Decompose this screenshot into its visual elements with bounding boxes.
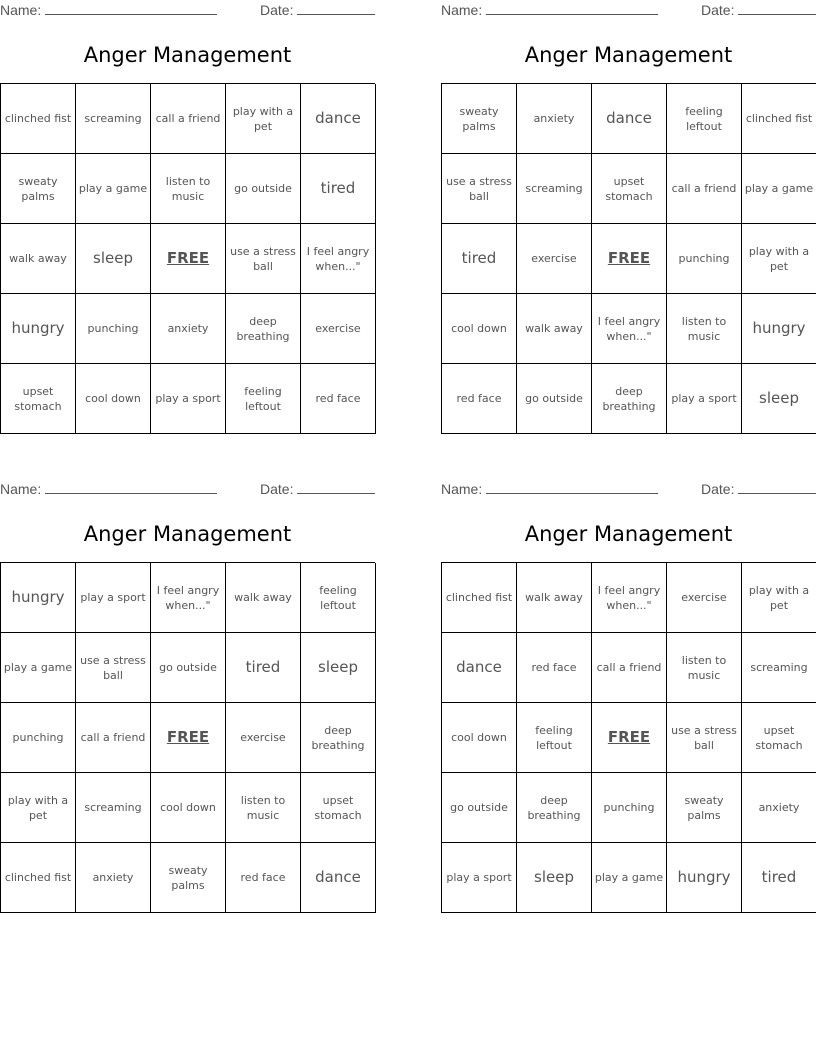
name-field[interactable] (441, 481, 658, 497)
date-label: Date: (701, 481, 735, 497)
bingo-cell: screaming (76, 84, 151, 154)
bingo-cell: exercise (226, 703, 301, 773)
bingo-cell: cool down (442, 294, 517, 364)
bingo-cell: sweaty palms (151, 843, 226, 913)
bingo-cell: listen to music (667, 294, 742, 364)
name-field[interactable] (0, 2, 217, 18)
bingo-cell: screaming (742, 633, 816, 703)
bingo-cell: screaming (517, 154, 592, 224)
card-title: Anger Management (524, 43, 733, 67)
bingo-cell: red face (517, 633, 592, 703)
date-label: Date: (260, 2, 294, 18)
bingo-cell: red face (226, 843, 301, 913)
name-field[interactable] (441, 2, 658, 18)
bingo-cell: feeling leftout (517, 703, 592, 773)
bingo-cell: play a game (76, 154, 151, 224)
bingo-card-3 (0, 479, 375, 915)
bingo-cell: listen to music (226, 773, 301, 843)
free-space: FREE (151, 224, 226, 294)
bingo-cell: listen to music (667, 633, 742, 703)
bingo-cell: play a game (1, 633, 76, 703)
name-field[interactable] (0, 481, 217, 497)
bingo-cell: sleep (301, 633, 376, 703)
bingo-cell: clinched fist (742, 84, 816, 154)
bingo-cell: deep breathing (592, 364, 667, 434)
bingo-cell: I feel angry when..." (592, 294, 667, 364)
bingo-cell: cool down (76, 364, 151, 434)
date-field[interactable] (701, 481, 816, 497)
bingo-cell: walk away (1, 224, 76, 294)
bingo-cell: feeling leftout (301, 563, 376, 633)
date-blank-line[interactable] (297, 481, 375, 494)
bingo-cell: clinched fist (1, 843, 76, 913)
date-field[interactable] (701, 2, 816, 18)
free-space: FREE (592, 224, 667, 294)
bingo-cell: tired (226, 633, 301, 703)
name-blank-line[interactable] (45, 2, 217, 15)
bingo-grid (441, 83, 816, 434)
bingo-cell: play a sport (667, 364, 742, 434)
bingo-cell: deep breathing (226, 294, 301, 364)
bingo-cell: hungry (1, 294, 76, 364)
card-title: Anger Management (524, 522, 733, 546)
bingo-cell: play a sport (151, 364, 226, 434)
bingo-cell: tired (742, 843, 816, 913)
bingo-cell: walk away (517, 294, 592, 364)
bingo-cell: deep breathing (517, 773, 592, 843)
date-label: Date: (701, 2, 735, 18)
bingo-cell: cool down (151, 773, 226, 843)
bingo-cell: walk away (226, 563, 301, 633)
bingo-grid (0, 83, 375, 434)
bingo-cell: exercise (667, 563, 742, 633)
bingo-cell: use a stress ball (226, 224, 301, 294)
name-label: Name: (0, 481, 42, 497)
bingo-cell: I feel angry when..." (592, 563, 667, 633)
bingo-cell: anxiety (76, 843, 151, 913)
bingo-cell: go outside (517, 364, 592, 434)
bingo-card-4 (441, 479, 816, 915)
bingo-cell: upset stomach (592, 154, 667, 224)
bingo-cell: play with a pet (742, 224, 816, 294)
bingo-cell: punching (76, 294, 151, 364)
bingo-card-1 (0, 0, 375, 436)
bingo-cell: punching (592, 773, 667, 843)
bingo-cell: hungry (742, 294, 816, 364)
bingo-cell: dance (301, 84, 376, 154)
bingo-cell: sleep (517, 843, 592, 913)
free-space: FREE (151, 703, 226, 773)
bingo-grid (0, 562, 375, 913)
bingo-cell: use a stress ball (442, 154, 517, 224)
bingo-cell: clinched fist (442, 563, 517, 633)
name-label: Name: (0, 2, 42, 18)
bingo-cell: anxiety (517, 84, 592, 154)
card-header (441, 481, 816, 499)
bingo-cell: upset stomach (1, 364, 76, 434)
bingo-cell: I feel angry when..." (151, 563, 226, 633)
bingo-cell: hungry (667, 843, 742, 913)
name-label: Name: (441, 481, 483, 497)
free-space: FREE (592, 703, 667, 773)
bingo-cell: sweaty palms (667, 773, 742, 843)
bingo-cell: screaming (76, 773, 151, 843)
bingo-cell: dance (592, 84, 667, 154)
bingo-cell: red face (301, 364, 376, 434)
bingo-cell: hungry (1, 563, 76, 633)
card-header (0, 2, 375, 20)
name-blank-line[interactable] (45, 481, 217, 494)
bingo-cell: cool down (442, 703, 517, 773)
bingo-cell: play a sport (76, 563, 151, 633)
bingo-cell: call a friend (592, 633, 667, 703)
bingo-cell: sleep (742, 364, 816, 434)
bingo-cell: feeling leftout (226, 364, 301, 434)
bingo-cell: sweaty palms (442, 84, 517, 154)
bingo-cell: use a stress ball (667, 703, 742, 773)
bingo-cell: play a sport (442, 843, 517, 913)
bingo-cell: go outside (151, 633, 226, 703)
bingo-cell: go outside (226, 154, 301, 224)
bingo-cell: dance (442, 633, 517, 703)
bingo-cell: play a game (592, 843, 667, 913)
bingo-cell: play with a pet (742, 563, 816, 633)
bingo-cell: use a stress ball (76, 633, 151, 703)
date-blank-line[interactable] (297, 2, 375, 15)
name-label: Name: (441, 2, 483, 18)
bingo-cell: anxiety (742, 773, 816, 843)
bingo-cell: go outside (442, 773, 517, 843)
bingo-cell: play a game (742, 154, 816, 224)
card-header (441, 2, 816, 20)
bingo-cell: dance (301, 843, 376, 913)
bingo-grid (441, 562, 816, 913)
bingo-cell: exercise (517, 224, 592, 294)
bingo-cell: tired (442, 224, 517, 294)
bingo-cell: exercise (301, 294, 376, 364)
card-title: Anger Management (83, 43, 292, 67)
bingo-cell: upset stomach (742, 703, 816, 773)
bingo-cell: upset stomach (301, 773, 376, 843)
card-title: Anger Management (83, 522, 292, 546)
bingo-cell: I feel angry when..." (301, 224, 376, 294)
bingo-cell: tired (301, 154, 376, 224)
card-header (0, 481, 375, 499)
name-blank-line[interactable] (486, 2, 658, 15)
bingo-cell: call a friend (76, 703, 151, 773)
bingo-cell: sweaty palms (1, 154, 76, 224)
date-blank-line[interactable] (738, 481, 816, 494)
bingo-card-2 (441, 0, 816, 436)
date-blank-line[interactable] (738, 2, 816, 15)
name-blank-line[interactable] (486, 481, 658, 494)
bingo-cell: play with a pet (1, 773, 76, 843)
bingo-cell: walk away (517, 563, 592, 633)
bingo-cell: call a friend (151, 84, 226, 154)
date-field[interactable] (260, 2, 375, 18)
bingo-cell: sleep (76, 224, 151, 294)
bingo-cell: punching (667, 224, 742, 294)
bingo-cell: anxiety (151, 294, 226, 364)
bingo-cell: punching (1, 703, 76, 773)
bingo-cell: call a friend (667, 154, 742, 224)
bingo-cell: red face (442, 364, 517, 434)
bingo-cell: feeling leftout (667, 84, 742, 154)
bingo-cell: play with a pet (226, 84, 301, 154)
bingo-cell: listen to music (151, 154, 226, 224)
bingo-cell: clinched fist (1, 84, 76, 154)
date-label: Date: (260, 481, 294, 497)
bingo-cell: deep breathing (301, 703, 376, 773)
date-field[interactable] (260, 481, 375, 497)
